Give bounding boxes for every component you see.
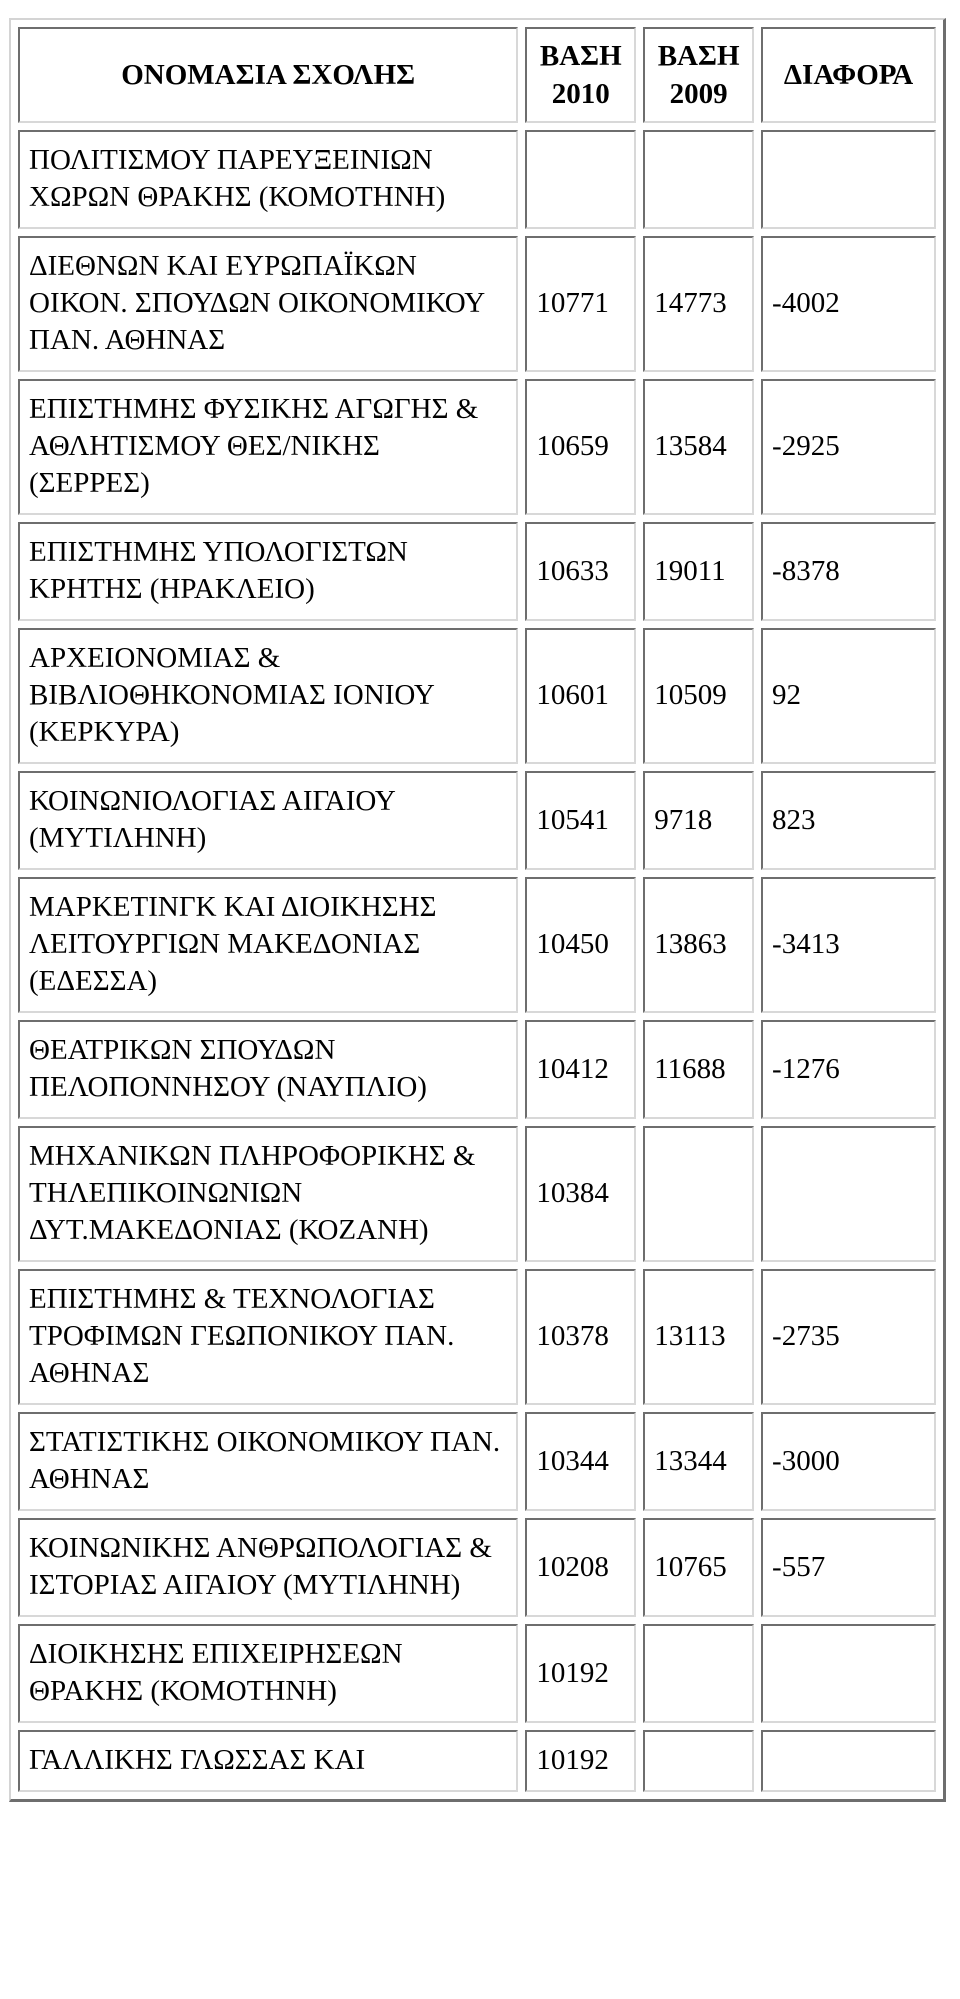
base-2010-cell: 10412 — [525, 1020, 636, 1119]
table-row — [18, 236, 936, 372]
base-2009-cell — [643, 1730, 754, 1792]
difference-cell — [761, 130, 936, 229]
school-name-cell: ΕΠΙΣΤΗΜΗΣ ΥΠΟΛΟΓΙΣΤΩΝ ΚΡΗΤΗΣ (ΗΡΑΚΛΕΙΟ) — [18, 522, 518, 621]
table-row — [18, 628, 936, 764]
school-name-cell: ΕΠΙΣΤΗΜΗΣ ΦΥΣΙΚΗΣ ΑΓΩΓΗΣ & ΑΘΛΗΤΙΣΜΟΥ ΘΕΣ/ΝΙΚΗΣ (ΣΕΡΡΕΣ) — [18, 379, 518, 515]
base-2010-cell: 10541 — [525, 771, 636, 870]
base-2010-cell: 10771 — [525, 236, 636, 372]
base-2010-cell: 10633 — [525, 522, 636, 621]
table-row — [18, 1269, 936, 1405]
base-2010-cell: 10659 — [525, 379, 636, 515]
difference-cell: -2735 — [761, 1269, 936, 1405]
school-name-cell: ΕΠΙΣΤΗΜΗΣ & ΤΕΧΝΟΛΟΓΙΑΣ ΤΡΟΦΙΜΩΝ ΓΕΩΠΟΝΙΚΟΥ ΠΑΝ. ΑΘΗΝΑΣ — [18, 1269, 518, 1405]
school-name-cell: ΚΟΙΝΩΝΙΟΛΟΓΙΑΣ ΑΙΓΑΙΟΥ (ΜΥΤΙΛΗΝΗ) — [18, 771, 518, 870]
base-2009-cell: 14773 — [643, 236, 754, 372]
base-2009-cell: 10509 — [643, 628, 754, 764]
table-row — [18, 771, 936, 870]
base-2009-cell: 10765 — [643, 1518, 754, 1617]
base-2009-cell — [643, 130, 754, 229]
school-name-cell: ΚΟΙΝΩΝΙΚΗΣ ΑΝΘΡΩΠΟΛΟΓΙΑΣ & ΙΣΤΟΡΙΑΣ ΑΙΓΑΙΟΥ (ΜΥΤΙΛΗΝΗ) — [18, 1518, 518, 1617]
header-difference: ΔΙΑΦΟΡΑ — [761, 27, 936, 123]
school-name-cell: ΜΑΡΚΕΤΙΝΓΚ ΚΑΙ ΔΙΟΙΚΗΣΗΣ ΛΕΙΤΟΥΡΓΙΩΝ ΜΑΚΕΔΟΝΙΑΣ (ΕΔΕΣΣΑ) — [18, 877, 518, 1013]
school-name-cell: ΓΑΛΛΙΚΗΣ ΓΛΩΣΣΑΣ ΚΑΙ — [18, 1730, 518, 1792]
header-row — [18, 27, 936, 123]
difference-cell: -1276 — [761, 1020, 936, 1119]
table-row — [18, 1518, 936, 1617]
table-row — [18, 1624, 936, 1723]
base-2009-cell — [643, 1624, 754, 1723]
base-2010-cell: 10450 — [525, 877, 636, 1013]
school-name-cell: ΑΡΧΕΙΟΝΟΜΙΑΣ & ΒΙΒΛΙΟΘΗΚΟΝΟΜΙΑΣ ΙΟΝΙΟΥ (ΚΕΡΚΥΡΑ) — [18, 628, 518, 764]
school-name-cell: ΣΤΑΤΙΣΤΙΚΗΣ ΟΙΚΟΝΟΜΙΚΟΥ ΠΑΝ. ΑΘΗΝΑΣ — [18, 1412, 518, 1511]
difference-cell — [761, 1126, 936, 1262]
difference-cell: 823 — [761, 771, 936, 870]
difference-cell: -2925 — [761, 379, 936, 515]
difference-cell: -3000 — [761, 1412, 936, 1511]
base-2009-cell: 13113 — [643, 1269, 754, 1405]
school-name-cell: ΠΟΛΙΤΙΣΜΟΥ ΠΑΡΕΥΞΕΙΝΙΩΝ ΧΩΡΩΝ ΘΡΑΚΗΣ (ΚΟΜΟΤΗΝΗ) — [18, 130, 518, 229]
base-2010-cell: 10192 — [525, 1624, 636, 1723]
base-2010-cell: 10208 — [525, 1518, 636, 1617]
school-name-cell: ΘΕΑΤΡΙΚΩΝ ΣΠΟΥΔΩΝ ΠΕΛΟΠΟΝΝΗΣΟΥ (ΝΑΥΠΛΙΟ) — [18, 1020, 518, 1119]
table-row — [18, 522, 936, 621]
table-row — [18, 130, 936, 229]
base-2009-cell: 19011 — [643, 522, 754, 621]
difference-cell: -3413 — [761, 877, 936, 1013]
base-2010-cell: 10344 — [525, 1412, 636, 1511]
table-row — [18, 877, 936, 1013]
difference-cell: -4002 — [761, 236, 936, 372]
school-name-cell: ΜΗΧΑΝΙΚΩΝ ΠΛΗΡΟΦΟΡΙΚΗΣ & ΤΗΛΕΠΙΚΟΙΝΩΝΙΩΝ ΔΥΤ.ΜΑΚΕΔΟΝΙΑΣ (ΚΟΖΑΝΗ) — [18, 1126, 518, 1262]
base-2009-cell: 9718 — [643, 771, 754, 870]
base-2010-cell: 10192 — [525, 1730, 636, 1792]
school-name-cell: ΔΙΕΘΝΩΝ ΚΑΙ ΕΥΡΩΠΑΪΚΩΝ ΟΙΚΟΝ. ΣΠΟΥΔΩΝ ΟΙΚΟΝΟΜΙΚΟΥ ΠΑΝ. ΑΘΗΝΑΣ — [18, 236, 518, 372]
table-row — [18, 1126, 936, 1262]
header-school-name: ΟΝΟΜΑΣΙΑ ΣΧΟΛΗΣ — [18, 27, 518, 123]
base-2009-cell: 13344 — [643, 1412, 754, 1511]
table-row — [18, 1412, 936, 1511]
base-2009-cell: 13584 — [643, 379, 754, 515]
difference-cell: 92 — [761, 628, 936, 764]
difference-cell: -557 — [761, 1518, 936, 1617]
table-row — [18, 1020, 936, 1119]
table-row — [18, 1730, 936, 1792]
results-table — [9, 18, 946, 1802]
header-base-2010: ΒΑΣΗ 2010 — [525, 27, 636, 123]
difference-cell — [761, 1730, 936, 1792]
base-2009-cell: 11688 — [643, 1020, 754, 1119]
base-2010-cell: 10601 — [525, 628, 636, 764]
difference-cell — [761, 1624, 936, 1723]
difference-cell: -8378 — [761, 522, 936, 621]
base-2009-cell: 13863 — [643, 877, 754, 1013]
header-base-2009: ΒΑΣΗ 2009 — [643, 27, 754, 123]
school-name-cell: ΔΙΟΙΚΗΣΗΣ ΕΠΙΧΕΙΡΗΣΕΩΝ ΘΡΑΚΗΣ (ΚΟΜΟΤΗΝΗ) — [18, 1624, 518, 1723]
base-2010-cell: 10384 — [525, 1126, 636, 1262]
base-2010-cell: 10378 — [525, 1269, 636, 1405]
base-2009-cell — [643, 1126, 754, 1262]
base-2010-cell — [525, 130, 636, 229]
table-row — [18, 379, 936, 515]
